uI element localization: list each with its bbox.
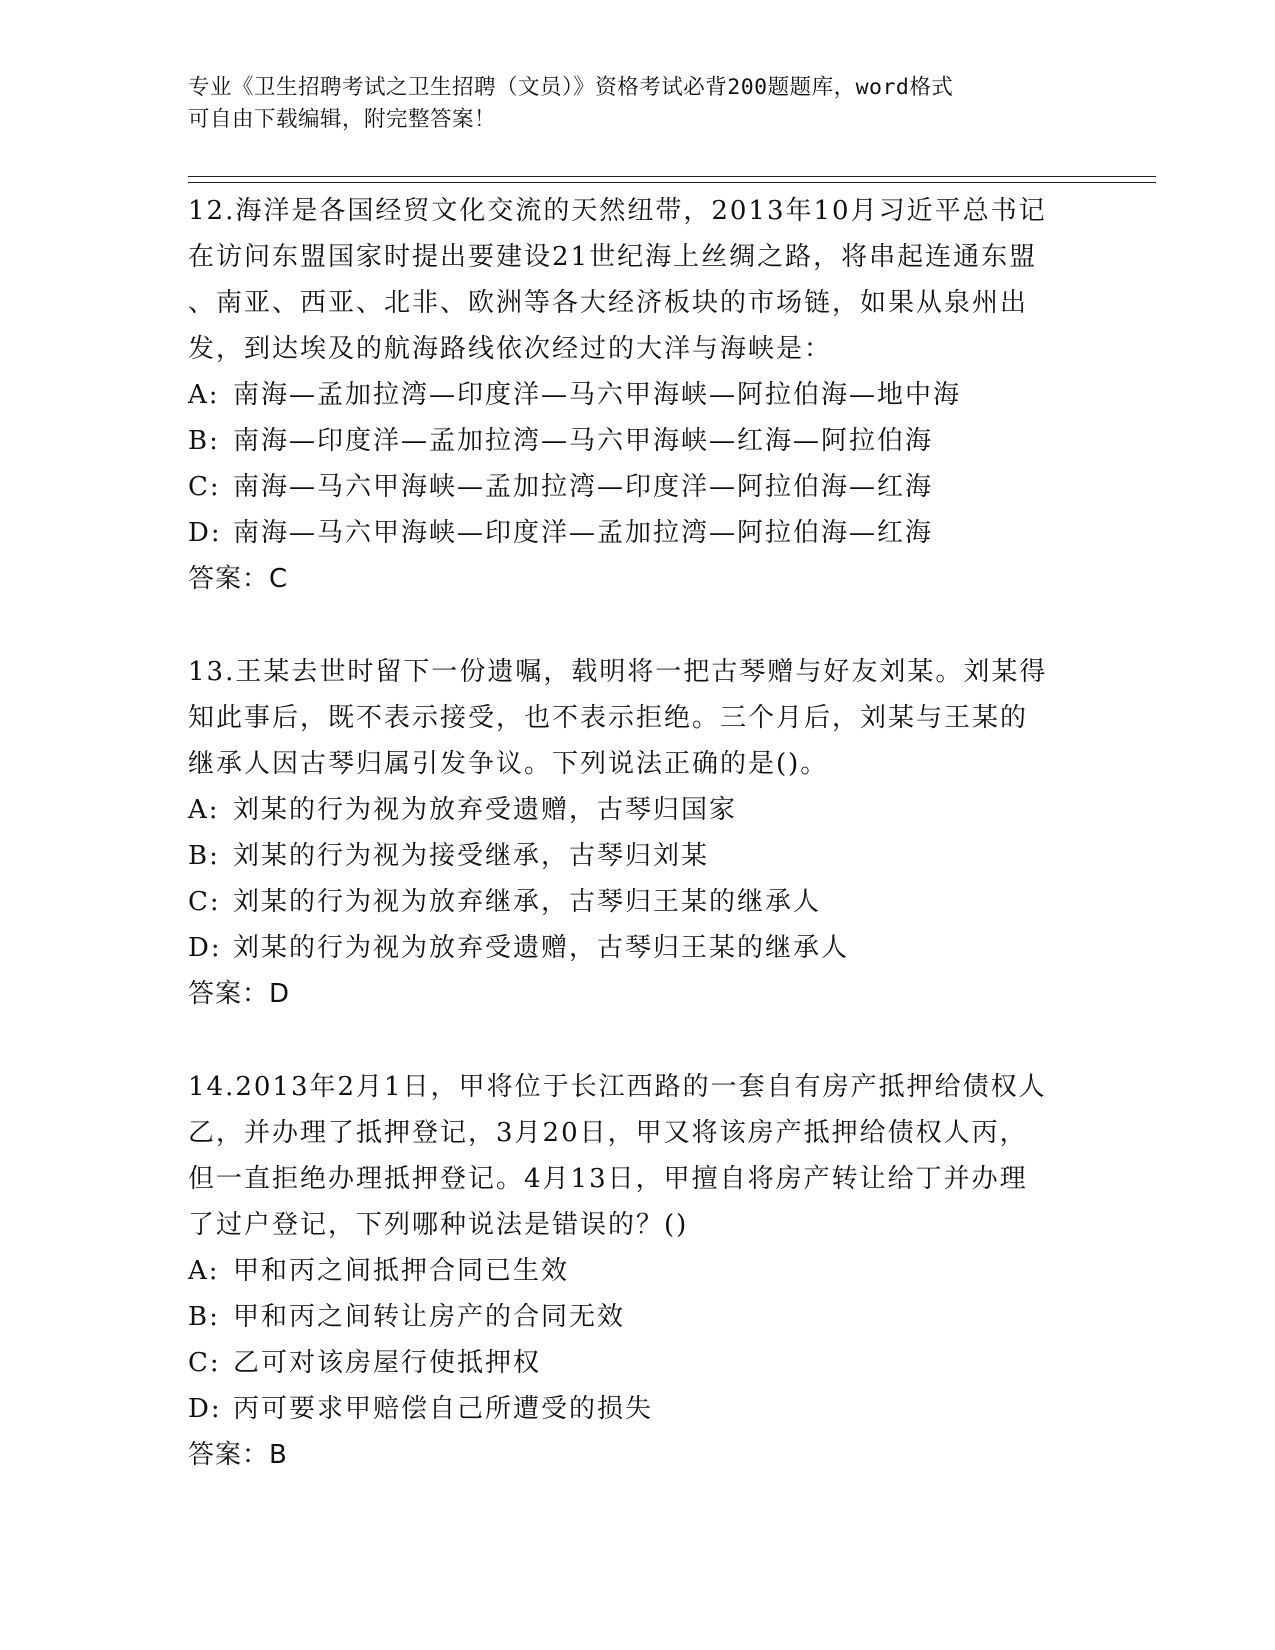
- question-text-line: 继承人因古琴归属引发争议。下列说法正确的是()。: [188, 749, 829, 779]
- option-text: 刘某的行为视为放弃受遗赠，古琴归王某的继承人: [233, 933, 850, 963]
- answer-text: 答案：C: [188, 564, 289, 594]
- question-text-line: 发，到达埃及的航海路线依次经过的大洋与海峡是：: [188, 334, 833, 364]
- question-14: [188, 1064, 1148, 1478]
- option-letter: B:: [188, 426, 220, 456]
- header-line-1: 专业《卫生招聘考试之卫生招聘（文员）》资格考试必背200题题库，word格式: [188, 75, 954, 100]
- document-header: [188, 72, 1088, 136]
- header-divider-bottom: [188, 182, 1156, 183]
- question-text-line: 乙，并办理了抵押登记，3月20日，甲又将该房产抵押给债权人丙，: [188, 1118, 1028, 1148]
- answer-text: 答案：D: [188, 979, 291, 1009]
- option-letter: A:: [188, 1256, 220, 1286]
- option-text: 南海—马六甲海峡—印度洋—孟加拉湾—阿拉伯海—红海: [233, 518, 934, 548]
- question-list: [188, 188, 1148, 1525]
- option-a: [188, 372, 1148, 418]
- option-letter: B:: [188, 841, 220, 871]
- question-text-line: 12.海洋是各国经贸文化交流的天然纽带，2013年10月习近平总书记: [188, 196, 1047, 226]
- option-a: [188, 787, 1148, 833]
- option-d: [188, 925, 1148, 971]
- option-text: 南海—马六甲海峡—孟加拉湾—印度洋—阿拉伯海—红海: [233, 472, 934, 502]
- question-text-line: 了过户登记，下列哪种说法是错误的？(): [188, 1210, 689, 1240]
- option-letter: C:: [188, 887, 221, 917]
- option-b: [188, 1294, 1148, 1340]
- option-letter: D:: [188, 933, 222, 963]
- option-text: 甲和丙之间转让房产的合同无效: [233, 1302, 626, 1332]
- option-c: [188, 879, 1148, 925]
- option-b: [188, 833, 1148, 879]
- question-text-line: 但一直拒绝办理抵押登记。4月13日，甲擅自将房产转让给丁并办理: [188, 1164, 1028, 1194]
- option-letter: C:: [188, 1348, 221, 1378]
- question-text-line: 知此事后，既不表示接受，也不表示拒绝。三个月后，刘某与王某的: [188, 703, 1029, 733]
- option-letter: C:: [188, 472, 221, 502]
- option-d: [188, 510, 1148, 556]
- option-text: 丙可要求甲赔偿自己所遭受的损失: [233, 1394, 654, 1424]
- option-letter: A:: [188, 380, 220, 410]
- option-d: [188, 1386, 1148, 1432]
- option-letter: D:: [188, 518, 222, 548]
- option-a: [188, 1248, 1148, 1294]
- option-c: [188, 464, 1148, 510]
- option-text: 乙可对该房屋行使抵押权: [233, 1348, 542, 1378]
- question-13: [188, 649, 1148, 1017]
- option-c: [188, 1340, 1148, 1386]
- question-text-line: 13.王某去世时留下一份遗嘱，载明将一把古琴赠与好友刘某。刘某得: [188, 657, 1048, 687]
- option-text: 南海—孟加拉湾—印度洋—马六甲海峡—阿拉伯海—地中海: [233, 380, 962, 410]
- header-line-2: 可自由下载编辑，附完整答案！: [188, 107, 497, 132]
- option-text: 甲和丙之间抵押合同已生效: [233, 1256, 570, 1286]
- option-text: 南海—印度洋—孟加拉湾—马六甲海峡—红海—阿拉伯海: [233, 426, 934, 456]
- question-12: [188, 188, 1148, 602]
- option-text: 刘某的行为视为接受继承，古琴归刘某: [233, 841, 710, 871]
- question-text-line: 、南亚、西亚、北非、欧洲等各大经济板块的市场链，如果从泉州出: [188, 288, 1029, 318]
- question-text-line: 14.2013年2月1日，甲将位于长江西路的一套自有房产抵押给债权人: [188, 1072, 1047, 1102]
- option-letter: D:: [188, 1394, 222, 1424]
- option-b: [188, 418, 1148, 464]
- answer-text: 答案：B: [188, 1440, 288, 1470]
- option-text: 刘某的行为视为放弃受遗赠，古琴归国家: [233, 795, 738, 825]
- option-letter: B:: [188, 1302, 220, 1332]
- option-letter: A:: [188, 795, 220, 825]
- header-divider-top: [188, 176, 1156, 177]
- question-text-line: 在访问东盟国家时提出要建设21世纪海上丝绸之路，将串起连通东盟: [188, 242, 1038, 272]
- option-text: 刘某的行为视为放弃继承，古琴归王某的继承人: [233, 887, 822, 917]
